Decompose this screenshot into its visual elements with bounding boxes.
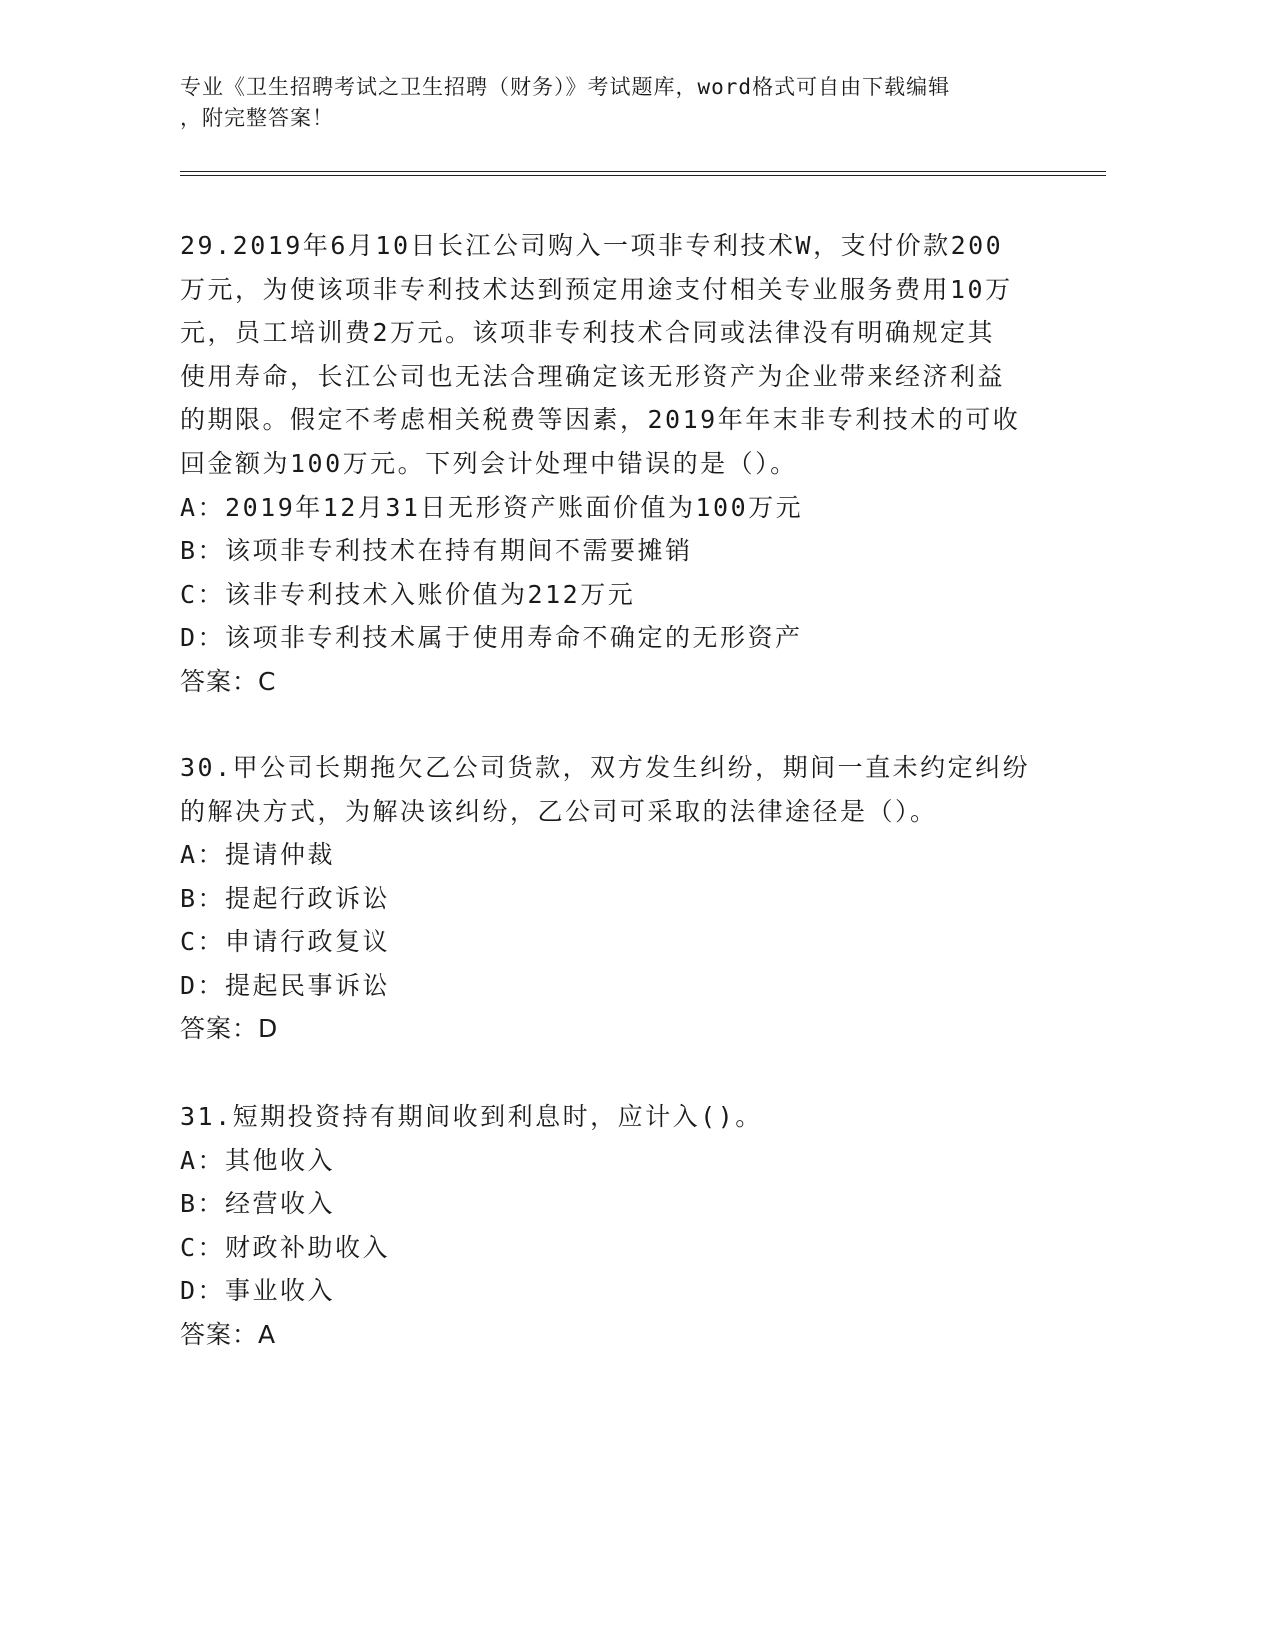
option-c: C：该非专利技术入账价值为212万元 [180,579,636,609]
question-stem-line: 元，员工培训费2万元。该项非专利技术合同或法律没有明确规定其 [180,318,996,348]
option-d: D：该项非专利技术属于使用寿命不确定的无形资产 [180,623,803,653]
option-d: D：事业收入 [180,1276,336,1306]
question-29 [180,224,1040,703]
answer: 答案：A [180,1319,277,1349]
question-31 [180,1095,1040,1356]
answer: 答案：C [180,666,277,696]
header-divider [180,171,1106,172]
question-stem-line: 的期限。假定不考虑相关税费等因素，2019年年末非专利技术的可收 [180,405,1021,435]
question-stem-line: 回金额为100万元。下列会计处理中错误的是（）。 [180,448,798,478]
question-stem-line: 使用寿命，长江公司也无法合理确定该无形资产为企业带来经济利益 [180,361,1006,391]
option-b: B：该项非专利技术在持有期间不需要摊销 [180,536,693,566]
option-b: B：提起行政诉讼 [180,883,391,913]
header-divider [180,175,1106,176]
question-stem-line: 30.甲公司长期拖欠乙公司货款，双方发生纠纷，期间一直未约定纠纷 [180,753,1031,782]
question-stem-line: 29.2019年6月10日长江公司购入一项非专利技术W，支付价款200 [180,231,1004,260]
document-header [180,72,1040,134]
option-a: A：2019年12月31日无形资产账面价值为100万元 [180,492,804,522]
answer: 答案：D [180,1014,279,1044]
option-b: B：经营收入 [180,1189,336,1219]
header-line: 专业《卫生招聘考试之卫生招聘（财务）》考试题库，word格式可自由下载编辑 [180,75,951,99]
question-stem-line: 万元，为使该项非专利技术达到预定用途支付相关专业服务费用10万 [180,274,1013,304]
option-d: D：提起民事诉讼 [180,970,391,1000]
question-stem-line: 31.短期投资持有期间收到利息时，应计入()。 [180,1102,763,1131]
option-a: A：提请仲裁 [180,840,336,870]
option-c: C：申请行政复议 [180,927,391,957]
question-30 [180,746,1040,1051]
option-c: C：财政补助收入 [180,1232,391,1262]
question-stem-line: 的解决方式，为解决该纠纷，乙公司可采取的法律途径是（）。 [180,796,938,826]
header-line: ，附完整答案！ [180,106,334,130]
option-a: A：其他收入 [180,1145,336,1175]
